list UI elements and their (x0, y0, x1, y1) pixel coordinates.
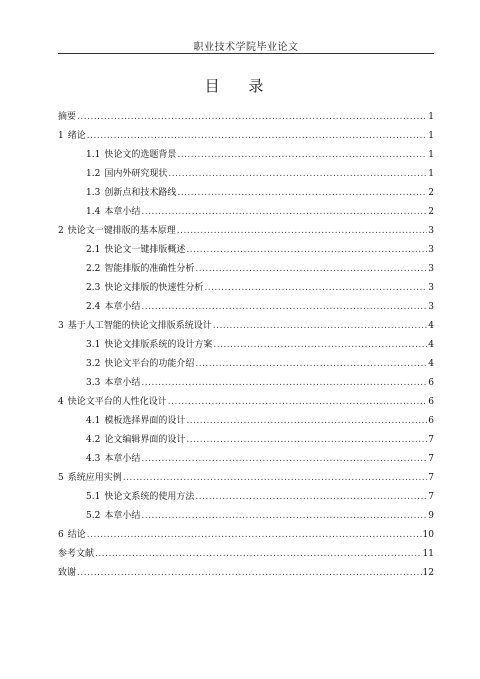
toc-entry-title: 快论文一键排版的基本原理 (67, 226, 176, 236)
toc-entry-title: 摘要 (58, 112, 77, 122)
toc-entry-title: 致谢 (58, 568, 77, 578)
toc-entry-page: 6 (428, 416, 434, 426)
toc-entry-number: 4.2 (86, 435, 101, 445)
toc-entry-page: 7 (428, 492, 434, 502)
toc-entry[interactable] (58, 260, 434, 279)
toc-entry-title: 论文编辑界面的设计 (104, 435, 186, 445)
toc-entry-page: 7 (428, 473, 434, 483)
toc-entry-title: 参考文献 (58, 549, 95, 559)
dot-leader (141, 374, 427, 393)
toc-entry-page: 2 (428, 188, 434, 198)
toc-entry-page: 3 (428, 283, 434, 293)
dot-leader (186, 431, 427, 450)
toc-entry-title: 本章小结 (104, 207, 141, 217)
toc-entry-page: 4 (428, 321, 434, 331)
toc-entry[interactable] (58, 374, 434, 393)
toc-entry-page: 6 (428, 378, 434, 388)
toc-entry-number: 2.3 (86, 283, 101, 293)
dot-leader (95, 545, 422, 564)
toc-entry-number: 1 (58, 131, 64, 141)
toc-entry-number: 5 (58, 473, 64, 483)
toc-entry-title: 快论文一键排版概述 (104, 245, 186, 255)
toc-entry-number: 1.4 (86, 207, 101, 217)
toc-entry[interactable] (58, 488, 434, 507)
toc-entry-title: 模板选择界面的设计 (104, 416, 186, 426)
toc-entry[interactable] (58, 469, 434, 488)
dot-leader (77, 564, 422, 583)
page-header: 职业技术学院毕业论文 (193, 42, 299, 53)
toc-entry-number: 4.3 (86, 454, 101, 464)
toc-entry[interactable] (58, 393, 434, 412)
toc-entry-title: 快论文排版的快速性分析 (104, 283, 204, 293)
toc-entry-title: 绪论 (67, 131, 86, 141)
toc-entry-number: 3 (58, 321, 64, 331)
toc-entry[interactable] (58, 165, 434, 184)
toc-entry[interactable] (58, 184, 434, 203)
dot-leader (213, 317, 428, 336)
toc-entry-page: 3 (428, 245, 434, 255)
dot-leader (204, 279, 427, 298)
dot-leader (177, 222, 428, 241)
dot-leader (168, 393, 428, 412)
toc-entry-title: 快论文系统的使用方法 (104, 492, 195, 502)
toc-entry[interactable] (58, 450, 434, 469)
toc-entry-page: 10 (422, 530, 434, 540)
toc-entry[interactable] (58, 526, 434, 545)
toc-entry-number: 2.1 (86, 245, 101, 255)
dot-leader (195, 355, 427, 374)
dot-leader (141, 507, 427, 526)
toc-entry-title: 快论文平台的功能介绍 (104, 359, 195, 369)
dot-leader (195, 488, 427, 507)
toc-entry[interactable] (58, 355, 434, 374)
toc-entry-title: 本章小结 (104, 302, 141, 312)
toc-entry-title: 快论文的选题背景 (104, 150, 177, 160)
toc-entry[interactable] (58, 431, 434, 450)
toc-entry-page: 1 (428, 131, 434, 141)
toc-entry-number: 2.2 (86, 264, 101, 274)
toc-entry[interactable] (58, 317, 434, 336)
toc-entry[interactable] (58, 203, 434, 222)
toc-entry-page: 6 (428, 397, 434, 407)
toc-entry[interactable] (58, 564, 434, 583)
toc-entry-number: 2.4 (86, 302, 101, 312)
toc-entry-page: 3 (428, 264, 434, 274)
table-of-contents (58, 108, 434, 583)
dot-leader (177, 146, 427, 165)
toc-entry-title: 结论 (67, 530, 86, 540)
toc-entry-page: 4 (428, 340, 434, 350)
toc-entry[interactable] (58, 336, 434, 355)
toc-entry-number: 4.1 (86, 416, 101, 426)
dot-leader (186, 241, 427, 260)
toc-entry[interactable] (58, 545, 434, 564)
toc-entry[interactable] (58, 127, 434, 146)
toc-entry-title: 本章小结 (104, 378, 141, 388)
toc-entry-page: 3 (428, 226, 434, 236)
dot-leader (87, 127, 428, 146)
toc-entry-number: 3.2 (86, 359, 101, 369)
toc-entry-page: 7 (428, 454, 434, 464)
toc-entry[interactable] (58, 108, 434, 127)
dot-leader (87, 526, 422, 545)
toc-entry[interactable] (58, 222, 434, 241)
toc-entry-number: 4 (58, 397, 64, 407)
dot-leader (186, 412, 427, 431)
toc-entry-page: 11 (422, 549, 434, 559)
toc-entry[interactable] (58, 412, 434, 431)
toc-entry-page: 1 (428, 150, 434, 160)
toc-entry-number: 1.3 (86, 188, 101, 198)
toc-entry-page: 1 (428, 169, 434, 179)
toc-title: 目 录 (204, 77, 276, 95)
dot-leader (213, 336, 427, 355)
dot-leader (195, 260, 427, 279)
toc-entry-title: 快论文排版系统的设计方案 (104, 340, 213, 350)
dot-leader (141, 203, 427, 222)
toc-entry-title: 基于人工智能的快论文排版系统设计 (67, 321, 212, 331)
dot-leader (141, 298, 427, 317)
toc-entry-title: 本章小结 (104, 454, 141, 464)
toc-entry-page: 12 (422, 568, 434, 578)
toc-entry[interactable] (58, 146, 434, 165)
toc-entry-number: 2 (58, 226, 64, 236)
toc-entry-title: 系统应用实例 (67, 473, 122, 483)
toc-entry-page: 9 (428, 511, 434, 521)
toc-entry-title: 快论文平台的人性化设计 (67, 397, 167, 407)
toc-entry-page: 7 (428, 435, 434, 445)
toc-entry-number: 1.2 (86, 169, 101, 179)
header-rule (58, 53, 434, 54)
dot-leader (168, 165, 427, 184)
toc-entry-number: 6 (58, 530, 64, 540)
toc-entry-title: 智能排版的准确性分析 (104, 264, 195, 274)
toc-entry-title: 创新点和技术路线 (104, 188, 177, 198)
toc-entry[interactable] (58, 507, 434, 526)
toc-entry[interactable] (58, 298, 434, 317)
toc-entry-title: 本章小结 (104, 511, 141, 521)
toc-entry-page: 1 (428, 112, 434, 122)
dot-leader (123, 469, 428, 488)
toc-entry-number: 1.1 (86, 150, 101, 160)
toc-entry-title: 国内外研究现状 (104, 169, 168, 179)
dot-leader (77, 108, 427, 127)
dot-leader (141, 450, 427, 469)
toc-entry-page: 4 (428, 359, 434, 369)
dot-leader (177, 184, 427, 203)
toc-entry[interactable] (58, 279, 434, 298)
toc-entry-number: 5.1 (86, 492, 101, 502)
toc-entry[interactable] (58, 241, 434, 260)
toc-entry-number: 3.3 (86, 378, 101, 388)
toc-entry-page: 3 (428, 302, 434, 312)
toc-entry-number: 3.1 (86, 340, 101, 350)
toc-entry-page: 2 (428, 207, 434, 217)
toc-entry-number: 5.2 (86, 511, 101, 521)
